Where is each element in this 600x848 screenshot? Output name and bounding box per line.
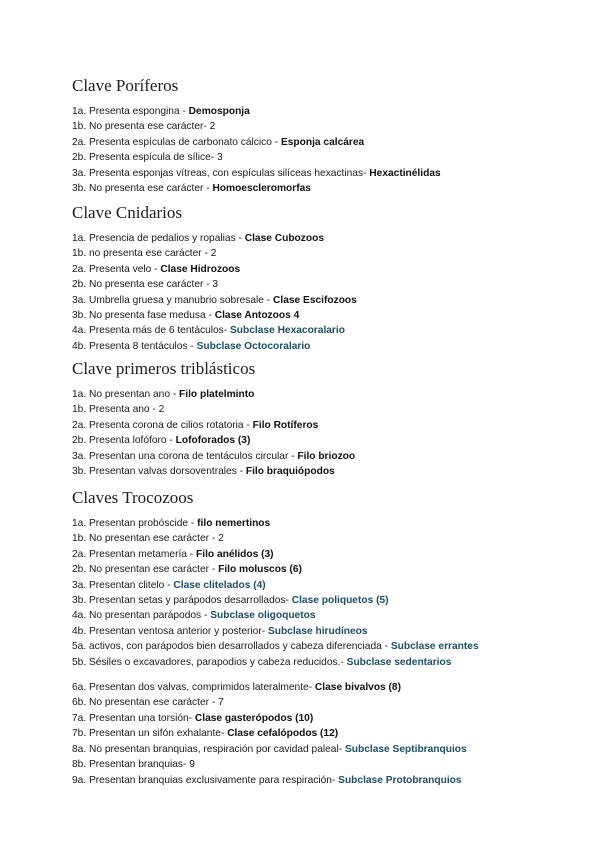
key-line	[72, 135, 572, 150]
taxon-term: Filo briozoo	[297, 450, 356, 462]
taxon-term: Clase poliquetos (5)	[291, 595, 389, 607]
key-line-text: 3a. Presentan clitelo -	[72, 579, 174, 591]
key-line-text: 1a. Presencia de pedalios y ropalias -	[72, 233, 245, 244]
key-line	[72, 104, 572, 119]
key-line-text: 3a. Presenta esponjas vítreas, con espículas silíceas hexactinas-	[72, 167, 370, 179]
taxon-term: Subclase Protobranquios	[338, 774, 462, 786]
key-line-text: 3b. No presenta fase medusa -	[72, 310, 215, 322]
key-line-text: 3b. Presentan valvas dorsoventrales -	[72, 466, 246, 478]
key-line	[72, 231, 572, 246]
key-line	[72, 680, 572, 695]
taxon-term: Subclase Septibranquios	[344, 743, 467, 755]
key-line-text: 8b. Presentan branquias- 9	[72, 759, 195, 771]
key-line	[72, 277, 572, 292]
key-line	[72, 531, 572, 546]
key-line-text: 3a. Presentan una corona de tentáculos circular -	[72, 450, 298, 462]
key-line-text: 7b. Presentan un sifón exhalante-	[72, 728, 228, 740]
key-line-text: 5b. Sésiles o excavadores, parapodios y cabeza reducidos.-	[72, 656, 347, 668]
section-cnidarios	[72, 203, 572, 354]
key-line	[72, 449, 572, 464]
key-line	[72, 181, 572, 196]
section-trocozoos	[72, 488, 572, 788]
key-line-text: 2a. Presenta velo -	[72, 263, 161, 275]
section-heading: Clave Cnidarios	[72, 203, 183, 222]
key-line-text: 2b. Presenta espícula de sílice- 3	[72, 152, 223, 164]
taxon-term: Demosponja	[188, 106, 250, 117]
key-line	[72, 562, 572, 577]
key-line-text: 4b. Presentan ventosa anterior y posterior-	[72, 625, 268, 637]
key-lines	[72, 104, 572, 196]
key-line-text: 1a. No presentan ano -	[72, 389, 180, 400]
taxon-term: Lofoforados (3)	[175, 435, 251, 447]
section-heading: Claves Trocozoos	[72, 488, 194, 507]
key-line	[72, 757, 572, 772]
taxon-term: Esponja calcárea	[280, 136, 365, 148]
taxon-term: Homoescleromorfas	[212, 183, 311, 195]
key-line	[72, 547, 572, 562]
key-line-text: 1b. no presenta ese carácter - 2	[72, 248, 217, 260]
taxon-term: Hexactinélidas	[369, 167, 441, 179]
taxon-term: Subclase sedentarios	[346, 656, 452, 668]
taxon-term: Clase clitelados (4)	[173, 579, 266, 591]
key-line-text: 1b. Presenta ano - 2	[72, 404, 165, 416]
key-line-text: 2a. Presenta corona de cilios rotatoria -	[72, 419, 253, 431]
taxon-term: Clase Hidrozoos	[160, 263, 241, 275]
key-line-text: 1a. Presenta espongina -	[72, 106, 189, 117]
taxon-term: Clase Escifozoos	[273, 294, 357, 306]
key-line-text: 3b. Presentan setas y parápodos desarrollados-	[72, 595, 292, 607]
key-line	[72, 308, 572, 323]
taxon-term: Filo moluscos (6)	[218, 564, 302, 576]
key-line	[72, 150, 572, 165]
key-line	[72, 711, 572, 726]
key-line-text: 5a. activos, con parápodos bien desarrollados y cabeza diferenciada -	[72, 641, 391, 653]
key-line	[72, 246, 572, 261]
taxon-term: Subclase Octocoralario	[196, 340, 311, 352]
key-line-text: 2b. Presenta lofóforo -	[72, 435, 176, 447]
key-line-text: 6b. No presentan ese carácter - 7	[72, 697, 224, 709]
taxon-term: Subclase Hexacoralario	[230, 325, 345, 337]
key-line-text: 1b. No presenta ese carácter- 2	[72, 121, 216, 133]
key-line	[72, 293, 572, 308]
key-line-text: 2b. No presentan ese carácter -	[72, 564, 219, 576]
key-line	[72, 742, 572, 757]
key-line	[72, 655, 572, 670]
taxon-term: Subclase errantes	[390, 641, 479, 653]
taxon-term: Clase gasterópodos (10)	[194, 712, 314, 724]
key-line	[72, 624, 572, 639]
key-line-text: 3b. No presenta ese carácter -	[72, 183, 213, 195]
taxon-term: Subclase hirudíneos	[267, 625, 368, 637]
taxon-term: filo nemertinos	[197, 518, 271, 529]
taxon-term: Filo platelminto	[179, 389, 255, 400]
key-line-text: 8a. No presentan branquias, respiración por cavidad paleal-	[72, 743, 345, 755]
key-line	[72, 726, 572, 741]
taxon-term: Subclase oligoquetos	[210, 610, 316, 622]
key-line-text: 4b. Presenta 8 tentáculos -	[72, 340, 197, 352]
taxon-term: Clase cefalópodos (12)	[227, 728, 339, 740]
key-line-text: 2a. Presentan metamería -	[72, 548, 197, 560]
taxon-term: Filo braquiópodos	[245, 466, 335, 478]
taxon-term: Filo anélidos (3)	[196, 548, 274, 560]
key-line	[72, 166, 572, 181]
key-line	[72, 578, 572, 593]
key-line	[72, 119, 572, 134]
key-line-text: 2a. Presenta espículas de carbonato cálcico -	[72, 136, 281, 148]
key-line	[72, 323, 572, 338]
taxon-term: Clase Antozoos 4	[214, 310, 300, 322]
section-heading: Clave Poríferos	[72, 76, 179, 95]
key-line	[72, 433, 572, 448]
section-primeros-triblasticos	[72, 359, 572, 479]
key-line	[72, 695, 572, 710]
key-line	[72, 773, 572, 788]
key-lines	[72, 516, 572, 788]
key-line-text: 1b. No presentan ese carácter - 2	[72, 533, 224, 545]
taxon-term: Clase Cubozoos	[244, 233, 324, 244]
key-line	[72, 339, 572, 354]
key-lines	[72, 231, 572, 354]
section-heading: Clave primeros triblásticos	[72, 359, 256, 378]
key-line-text: 4a. No presentan parápodos -	[72, 610, 211, 622]
key-line	[72, 516, 572, 531]
taxon-term: Clase bivalvos (8)	[314, 682, 401, 694]
key-line	[72, 262, 572, 277]
key-line-text: 3a. Umbrella gruesa y manubrio sobresale -	[72, 294, 274, 306]
spacer	[72, 670, 572, 680]
key-line	[72, 608, 572, 623]
key-line-text: 7a. Presentan una torsión-	[72, 712, 195, 724]
key-lines	[72, 387, 572, 479]
key-line-text: 6a. Presentan dos valvas, comprimidos lateralmente-	[72, 682, 315, 694]
key-line-text: 2b. No presenta ese carácter - 3	[72, 279, 219, 291]
key-line	[72, 593, 572, 608]
section-poriferos	[72, 76, 572, 196]
key-line	[72, 387, 572, 402]
key-line	[72, 402, 572, 417]
key-line	[72, 418, 572, 433]
key-line	[72, 464, 572, 479]
key-line-text: 4a. Presenta más de 6 tentáculos-	[72, 325, 230, 337]
key-line-text: 9a. Presentan branquias exclusivamente para respiración-	[72, 774, 339, 786]
key-line	[72, 639, 572, 654]
key-line-text: 1a. Presentan probóscide -	[72, 518, 198, 529]
taxon-term: Filo Rotíferos	[252, 419, 319, 431]
